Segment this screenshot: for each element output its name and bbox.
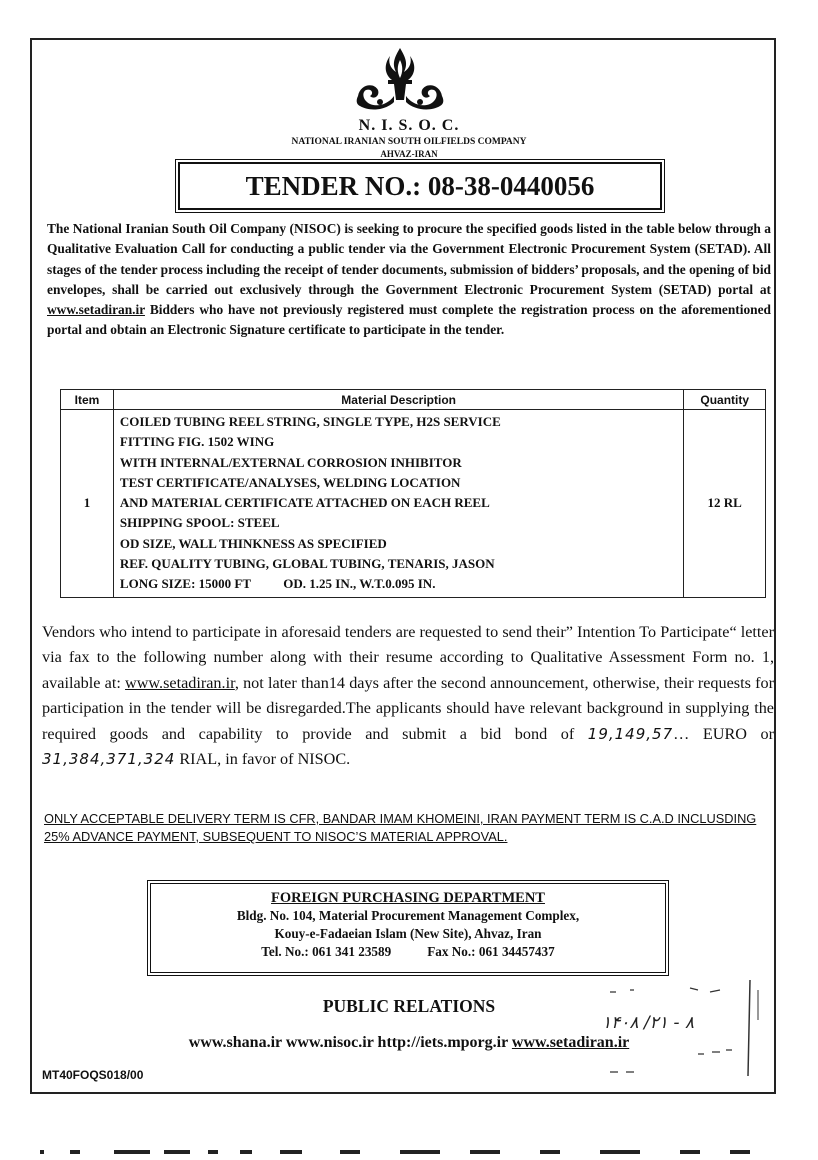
material-description <box>113 410 684 598</box>
department-address-2: Kouy-e-Fadaeian Islam (New Site), Ahvaz, Iran <box>274 926 542 941</box>
desc-line: AND MATERIAL CERTIFICATE ATTACHED ON EACH REEL <box>119 495 490 511</box>
bond-euro-handwritten: 19,149,57 <box>587 724 674 743</box>
table-header-row <box>61 390 766 410</box>
handwritten-marks <box>590 980 760 1080</box>
desc-line: TEST CERTIFICATE/ANALYSES, WELDING LOCATION <box>119 474 461 490</box>
department-title: FOREIGN PURCHASING DEPARTMENT <box>271 890 545 906</box>
intro-setad-link[interactable]: www.setadiran.ir <box>47 302 145 318</box>
vendor-text-3: … EURO or <box>673 724 774 743</box>
handwritten-date: ۱۴۰۸ /۲۱ - ۸ <box>602 1013 694 1033</box>
vendor-paragraph <box>42 620 774 772</box>
desc-line: OD SIZE, WALL THINKNESS AS SPECIFIED <box>119 535 387 551</box>
scan-edge-marks <box>40 1148 760 1156</box>
header-item: Item <box>61 390 114 410</box>
company-name: NATIONAL IRANIAN SOUTH OILFIELDS COMPANY <box>291 137 527 147</box>
fax: Fax No.: 061 34457437 <box>427 944 555 959</box>
vendor-setad-link[interactable]: www.setadiran.ir <box>125 673 235 692</box>
vendor-text-1: Vendors who intend to participate in aforesaid tenders are requested to send their” Intention To Participate“ letter via fax to the following number along with their resume according to Qualitative Assessment Form no. 1, available at: <box>42 623 774 692</box>
vendor-text-4: RIAL, in favor of NISOC. <box>175 750 351 769</box>
department-box <box>150 883 666 973</box>
desc-line: FITTING FIG. 1502 WING <box>119 434 275 450</box>
company-abbreviation: N. I. S. O. C. <box>358 117 460 134</box>
header-quantity: Quantity <box>684 390 766 410</box>
intro-text-2: Bidders who have not previously registered must complete the registration process on the aforementioned portal and obtain an Electronic Signature certificate to participate in the tender. <box>47 302 771 338</box>
document-code: MT40FOQS018/00 <box>42 1068 144 1082</box>
item-quantity: 12 RL <box>684 410 766 598</box>
websites[interactable]: www.shana.ir www.nisoc.ir http://iets.mporg.ir <box>188 1034 512 1051</box>
desc-line: COILED TUBING REEL STRING, SINGLE TYPE, H2S SERVICE <box>119 414 501 429</box>
desc-line: SHIPPING SPOOL: STEEL <box>119 515 280 531</box>
vendor-text-2: , not later than14 days after the second announcement, otherwise, their requests for participation in the tender will be disregarded.The applicants should have relevant background in supplying the required goods and capability to provide and submit a bid bond of <box>42 673 774 743</box>
header-description: Material Description <box>113 390 684 410</box>
delivery-terms: ONLY ACCEPTABLE DELIVERY TERM IS CFR, BANDAR IMAM KHOMEINI, IRAN PAYMENT TERM IS C.A.D INCLUSDING 25% ADVANCE PAYMENT, SUBSEQUENT TO NISOC’S MATERIAL APPROVAL. <box>44 811 757 844</box>
desc-line: LONG SIZE: 15000 FT OD. 1.25 IN., W.T.0.095 IN. <box>119 576 436 592</box>
company-city: AHVAZ-IRAN <box>380 149 438 159</box>
department-address-1: Bldg. No. 104, Material Procurement Management Complex, <box>236 908 580 923</box>
tender-number: TENDER NO.: 08-38-0440056 <box>245 171 595 201</box>
department-contacts <box>151 943 665 961</box>
material-table <box>60 389 766 598</box>
bond-rial-handwritten: 31,384,371,324 <box>42 750 176 769</box>
desc-line: WITH INTERNAL/EXTERNAL CORROSION INHIBITOR <box>119 454 462 470</box>
intro-paragraph <box>47 219 771 341</box>
nisoc-flame-logo <box>350 44 450 114</box>
desc-line: REF. QUALITY TUBING, GLOBAL TUBING, TENARIS, JASON <box>119 556 495 572</box>
public-relations: PUBLIC RELATIONS <box>322 996 496 1016</box>
item-number: 1 <box>61 410 114 598</box>
table-row <box>61 410 766 598</box>
intro-text: The National Iranian South Oil Company (NISOC) is seeking to procure the specified goods listed in the table below through a Qualitative Evaluation Call for conducting a public tender via the Government Electronic Procurement System (SETAD). All stages of the tender process including the receipt of tender documents, submission of bidders’ proposals, and the opening of bid envelopes, shall be carried out exclusively through the Government Electronic Procurement System (SETAD) portal at <box>47 221 771 297</box>
tender-number-box <box>178 162 662 210</box>
setad-website[interactable]: www.setadiran.ir <box>511 1034 630 1051</box>
telephone: Tel. No.: 061 341 23589 <box>261 944 392 959</box>
